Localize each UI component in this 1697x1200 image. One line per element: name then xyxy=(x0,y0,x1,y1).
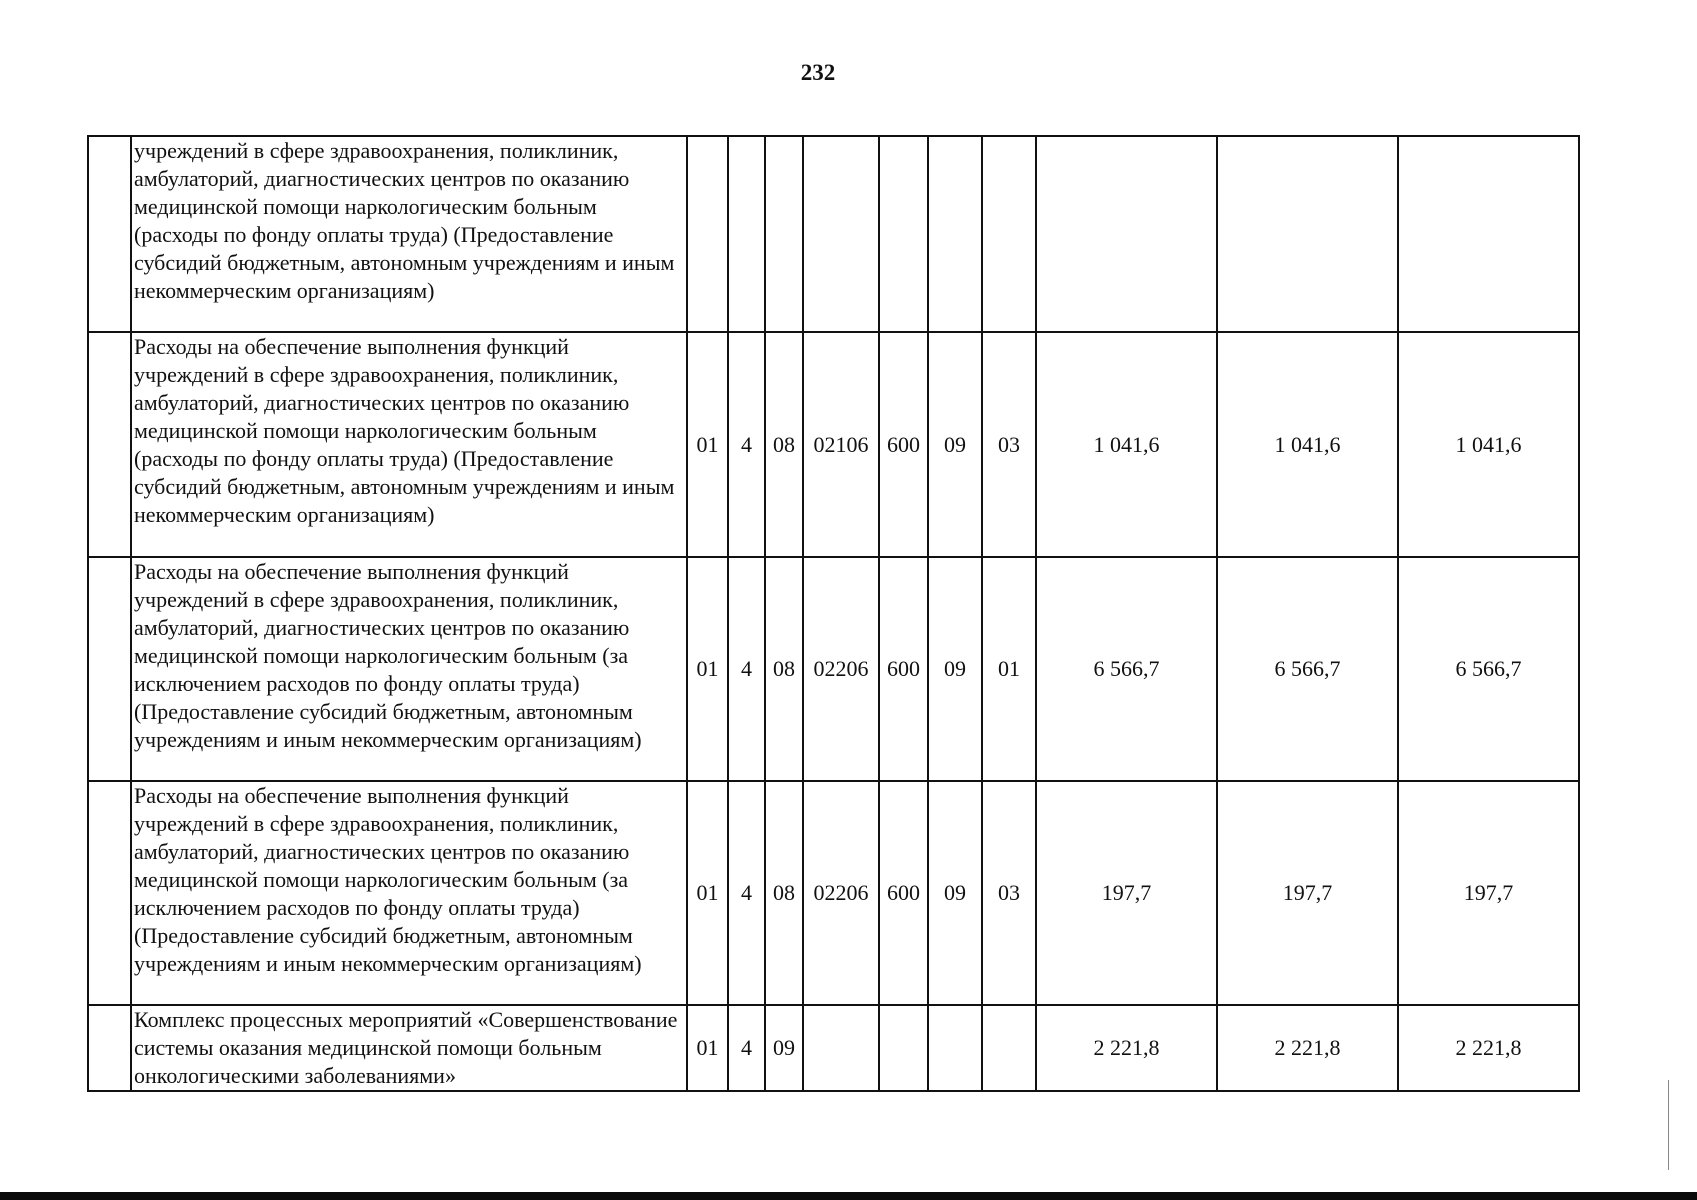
row-number xyxy=(88,1005,131,1091)
amount-cell: 2 221,8 xyxy=(1398,1005,1579,1091)
code-cell xyxy=(728,136,765,332)
table-row xyxy=(88,557,1579,781)
budget-table xyxy=(87,135,1580,1092)
code-cell: 4 xyxy=(728,781,765,1005)
code-cell: 600 xyxy=(879,332,928,557)
code-cell: 01 xyxy=(687,1005,728,1091)
code-cell: 09 xyxy=(765,1005,803,1091)
code-cell: 08 xyxy=(765,781,803,1005)
code-cell: 08 xyxy=(765,557,803,781)
amount-cell: 1 041,6 xyxy=(1217,332,1398,557)
scan-edge-mark xyxy=(1668,1080,1669,1170)
code-cell: 4 xyxy=(728,557,765,781)
code-cell: 01 xyxy=(687,557,728,781)
amount-cell: 197,7 xyxy=(1217,781,1398,1005)
code-cell: 02106 xyxy=(803,332,879,557)
amount-cell xyxy=(1036,136,1217,332)
amount-cell: 2 221,8 xyxy=(1217,1005,1398,1091)
amount-cell: 2 221,8 xyxy=(1036,1005,1217,1091)
code-cell: 4 xyxy=(728,332,765,557)
table-row xyxy=(88,136,1579,332)
code-cell: 4 xyxy=(728,1005,765,1091)
amount-cell: 6 566,7 xyxy=(1036,557,1217,781)
code-cell: 08 xyxy=(765,332,803,557)
code-cell: 01 xyxy=(982,557,1036,781)
code-cell xyxy=(803,1005,879,1091)
amount-cell: 197,7 xyxy=(1036,781,1217,1005)
code-cell xyxy=(982,1005,1036,1091)
code-cell xyxy=(928,1005,982,1091)
code-cell: 600 xyxy=(879,781,928,1005)
row-description: Расходы на обеспечение выполнения функций учреждений в сфере здравоохранения, поликлиник, амбулаторий, диагностических центров по оказанию медицинской помощи наркологическим больным (расходы по фонду оплаты труда) (Предоставление субсидий бюджетным, автономным учреждениям и иным некоммерческим организациям) xyxy=(131,332,687,557)
code-cell xyxy=(982,136,1036,332)
page-number: 232 xyxy=(800,60,836,85)
row-description: Расходы на обеспечение выполнения функций учреждений в сфере здравоохранения, поликлиник, амбулаторий, диагностических центров по оказанию медицинской помощи наркологическим больным (за исключением расходов по фонду оплаты труда) (Предоставление субсидий бюджетным, автономным учреждениям и иным некоммерческим организациям) xyxy=(131,781,687,1005)
amount-cell: 197,7 xyxy=(1398,781,1579,1005)
code-cell: 03 xyxy=(982,781,1036,1005)
table-row xyxy=(88,332,1579,557)
code-cell: 09 xyxy=(928,557,982,781)
amount-cell xyxy=(1217,136,1398,332)
amount-cell: 1 041,6 xyxy=(1036,332,1217,557)
row-description: Комплекс процессных мероприятий «Совершенствование системы оказания медицинской помощи больным онкологическими заболеваниями» xyxy=(131,1005,687,1091)
code-cell xyxy=(803,136,879,332)
code-cell: 02206 xyxy=(803,557,879,781)
row-number xyxy=(88,781,131,1005)
code-cell xyxy=(928,136,982,332)
row-number xyxy=(88,136,131,332)
table-row xyxy=(88,1005,1579,1091)
code-cell xyxy=(765,136,803,332)
code-cell: 600 xyxy=(879,557,928,781)
code-cell xyxy=(687,136,728,332)
amount-cell: 6 566,7 xyxy=(1398,557,1579,781)
row-number xyxy=(88,332,131,557)
amount-cell: 6 566,7 xyxy=(1217,557,1398,781)
scan-bottom-border xyxy=(0,1192,1697,1200)
code-cell: 09 xyxy=(928,781,982,1005)
row-number xyxy=(88,557,131,781)
code-cell: 03 xyxy=(982,332,1036,557)
code-cell: 01 xyxy=(687,332,728,557)
code-cell xyxy=(879,136,928,332)
code-cell: 09 xyxy=(928,332,982,557)
table-row xyxy=(88,781,1579,1005)
row-description: Расходы на обеспечение выполнения функций учреждений в сфере здравоохранения, поликлиник, амбулаторий, диагностических центров по оказанию медицинской помощи наркологическим больным (за исключением расходов по фонду оплаты труда) (Предоставление субсидий бюджетным, автономным учреждениям и иным некоммерческим организациям) xyxy=(131,557,687,781)
code-cell: 01 xyxy=(687,781,728,1005)
row-description: учреждений в сфере здравоохранения, поликлиник, амбулаторий, диагностических центров по оказанию медицинской помощи наркологическим больным (расходы по фонду оплаты труда) (Предоставление субсидий бюджетным, автономным учреждениям и иным некоммерческим организациям) xyxy=(131,136,687,332)
amount-cell xyxy=(1398,136,1579,332)
code-cell xyxy=(879,1005,928,1091)
code-cell: 02206 xyxy=(803,781,879,1005)
amount-cell: 1 041,6 xyxy=(1398,332,1579,557)
